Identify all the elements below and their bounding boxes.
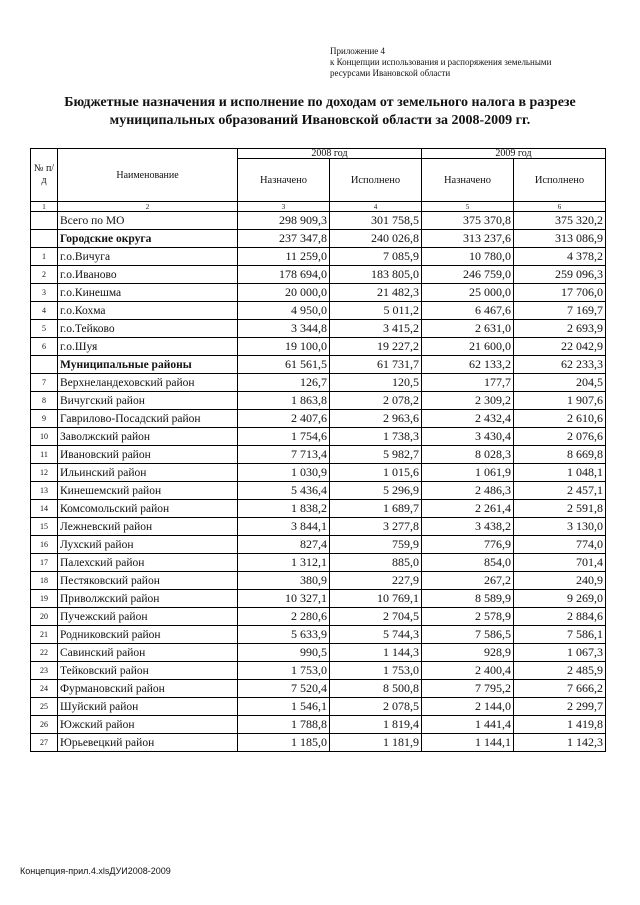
executed-2009: 2 076,6 bbox=[514, 428, 606, 446]
row-name: Гаврилово-Посадский район bbox=[58, 410, 238, 428]
executed-2009: 7 666,2 bbox=[514, 680, 606, 698]
row-name: Юрьевецкий район bbox=[58, 734, 238, 752]
assigned-2008: 1 838,2 bbox=[238, 500, 330, 518]
row-number: 1 bbox=[31, 248, 58, 266]
row-number: 11 bbox=[31, 446, 58, 464]
row-number: 24 bbox=[31, 680, 58, 698]
row-number: 3 bbox=[31, 284, 58, 302]
executed-2009: 1 907,6 bbox=[514, 392, 606, 410]
executed-2008: 227,9 bbox=[330, 572, 422, 590]
table-row bbox=[31, 680, 606, 698]
row-number bbox=[31, 356, 58, 374]
executed-2009: 2 457,1 bbox=[514, 482, 606, 500]
executed-2008: 1 015,6 bbox=[330, 464, 422, 482]
executed-2009: 62 233,3 bbox=[514, 356, 606, 374]
row-number: 14 bbox=[31, 500, 58, 518]
assigned-2009: 1 441,4 bbox=[422, 716, 514, 734]
title-line-1: Бюджетные назначения и исполнение по доходам от земельного налога в разрезе bbox=[64, 95, 576, 110]
header-executed-2009: Исполнено bbox=[514, 159, 606, 202]
row-name: Ильинский район bbox=[58, 464, 238, 482]
assigned-2009: 177,7 bbox=[422, 374, 514, 392]
executed-2008: 5 296,9 bbox=[330, 482, 422, 500]
assigned-2009: 3 438,2 bbox=[422, 518, 514, 536]
assigned-2008: 1 030,9 bbox=[238, 464, 330, 482]
row-number: 20 bbox=[31, 608, 58, 626]
executed-2009: 2 591,8 bbox=[514, 500, 606, 518]
header-name: Наименование bbox=[58, 149, 238, 202]
assigned-2008: 1 754,6 bbox=[238, 428, 330, 446]
executed-2008: 1 181,9 bbox=[330, 734, 422, 752]
row-name: Ивановский район bbox=[58, 446, 238, 464]
assigned-2008: 1 185,0 bbox=[238, 734, 330, 752]
row-number: 7 bbox=[31, 374, 58, 392]
column-number: 1 bbox=[31, 202, 58, 212]
row-name: Лежневский район bbox=[58, 518, 238, 536]
executed-2009: 3 130,0 bbox=[514, 518, 606, 536]
table-row bbox=[31, 716, 606, 734]
executed-2008: 61 731,7 bbox=[330, 356, 422, 374]
executed-2008: 1 819,4 bbox=[330, 716, 422, 734]
row-name: Комсомольский район bbox=[58, 500, 238, 518]
table-row bbox=[31, 626, 606, 644]
executed-2008: 1 753,0 bbox=[330, 662, 422, 680]
table-row bbox=[31, 374, 606, 392]
executed-2009: 7 586,1 bbox=[514, 626, 606, 644]
executed-2009: 375 320,2 bbox=[514, 212, 606, 230]
assigned-2009: 8 589,9 bbox=[422, 590, 514, 608]
executed-2008: 1 738,3 bbox=[330, 428, 422, 446]
executed-2009: 2 610,6 bbox=[514, 410, 606, 428]
table-row bbox=[31, 428, 606, 446]
row-name: Муниципальные районы bbox=[58, 356, 238, 374]
table-row bbox=[31, 608, 606, 626]
executed-2009: 4 378,2 bbox=[514, 248, 606, 266]
assigned-2009: 21 600,0 bbox=[422, 338, 514, 356]
table-row bbox=[31, 734, 606, 752]
row-number: 4 bbox=[31, 302, 58, 320]
column-number: 4 bbox=[330, 202, 422, 212]
assigned-2009: 2 631,0 bbox=[422, 320, 514, 338]
executed-2009: 259 096,3 bbox=[514, 266, 606, 284]
assigned-2008: 1 788,8 bbox=[238, 716, 330, 734]
assigned-2008: 61 561,5 bbox=[238, 356, 330, 374]
header-year-2008: 2008 год bbox=[238, 149, 422, 159]
column-number: 6 bbox=[514, 202, 606, 212]
appendix-line-1: Приложение 4 bbox=[330, 46, 386, 56]
header-year-2009: 2009 год bbox=[422, 149, 606, 159]
executed-2009: 8 669,8 bbox=[514, 446, 606, 464]
executed-2009: 1 067,3 bbox=[514, 644, 606, 662]
row-name: Приволжский район bbox=[58, 590, 238, 608]
executed-2008: 759,9 bbox=[330, 536, 422, 554]
table-row bbox=[31, 590, 606, 608]
assigned-2009: 267,2 bbox=[422, 572, 514, 590]
table-row bbox=[31, 320, 606, 338]
row-number: 12 bbox=[31, 464, 58, 482]
budget-table bbox=[30, 148, 606, 752]
footer-filename: Концепция-прил.4.xlsДУИ2008-2009 bbox=[20, 866, 171, 876]
table-row bbox=[31, 644, 606, 662]
row-name: г.о.Иваново bbox=[58, 266, 238, 284]
assigned-2008: 3 844,1 bbox=[238, 518, 330, 536]
executed-2008: 2 963,6 bbox=[330, 410, 422, 428]
row-number: 26 bbox=[31, 716, 58, 734]
row-number bbox=[31, 212, 58, 230]
row-name: г.о.Тейково bbox=[58, 320, 238, 338]
row-name: г.о.Вичуга bbox=[58, 248, 238, 266]
row-name: г.о.Кинешма bbox=[58, 284, 238, 302]
assigned-2009: 2 578,9 bbox=[422, 608, 514, 626]
table-row bbox=[31, 500, 606, 518]
assigned-2009: 10 780,0 bbox=[422, 248, 514, 266]
column-number: 5 bbox=[422, 202, 514, 212]
assigned-2008: 11 259,0 bbox=[238, 248, 330, 266]
executed-2008: 240 026,8 bbox=[330, 230, 422, 248]
executed-2008: 885,0 bbox=[330, 554, 422, 572]
column-number: 3 bbox=[238, 202, 330, 212]
row-number: 16 bbox=[31, 536, 58, 554]
header-assigned-2009: Назначено bbox=[422, 159, 514, 202]
executed-2008: 301 758,5 bbox=[330, 212, 422, 230]
executed-2008: 19 227,2 bbox=[330, 338, 422, 356]
executed-2008: 2 078,5 bbox=[330, 698, 422, 716]
row-number bbox=[31, 230, 58, 248]
table-row bbox=[31, 554, 606, 572]
assigned-2009: 313 237,6 bbox=[422, 230, 514, 248]
row-number: 17 bbox=[31, 554, 58, 572]
appendix-line-2: к Концепции использования и распоряжения земельными bbox=[330, 57, 552, 67]
row-name: Тейковский район bbox=[58, 662, 238, 680]
row-number: 13 bbox=[31, 482, 58, 500]
assigned-2009: 8 028,3 bbox=[422, 446, 514, 464]
assigned-2009: 62 133,2 bbox=[422, 356, 514, 374]
assigned-2009: 854,0 bbox=[422, 554, 514, 572]
row-name: Фурмановский район bbox=[58, 680, 238, 698]
row-name: Родниковский район bbox=[58, 626, 238, 644]
table-row bbox=[31, 464, 606, 482]
row-name: Всего по МО bbox=[58, 212, 238, 230]
table-row bbox=[31, 446, 606, 464]
assigned-2009: 7 795,2 bbox=[422, 680, 514, 698]
row-number: 27 bbox=[31, 734, 58, 752]
assigned-2008: 1 312,1 bbox=[238, 554, 330, 572]
row-number: 6 bbox=[31, 338, 58, 356]
table-row bbox=[31, 698, 606, 716]
row-number: 18 bbox=[31, 572, 58, 590]
assigned-2008: 5 633,9 bbox=[238, 626, 330, 644]
row-number: 9 bbox=[31, 410, 58, 428]
assigned-2008: 126,7 bbox=[238, 374, 330, 392]
row-number: 19 bbox=[31, 590, 58, 608]
row-number: 5 bbox=[31, 320, 58, 338]
assigned-2008: 827,4 bbox=[238, 536, 330, 554]
assigned-2009: 2 486,3 bbox=[422, 482, 514, 500]
assigned-2009: 3 430,4 bbox=[422, 428, 514, 446]
executed-2008: 120,5 bbox=[330, 374, 422, 392]
assigned-2008: 7 520,4 bbox=[238, 680, 330, 698]
assigned-2008: 2 280,6 bbox=[238, 608, 330, 626]
executed-2009: 2 485,9 bbox=[514, 662, 606, 680]
assigned-2009: 776,9 bbox=[422, 536, 514, 554]
assigned-2008: 19 100,0 bbox=[238, 338, 330, 356]
assigned-2008: 1 863,8 bbox=[238, 392, 330, 410]
row-name: Кинешемский район bbox=[58, 482, 238, 500]
row-name: Вичугский район bbox=[58, 392, 238, 410]
assigned-2009: 2 261,4 bbox=[422, 500, 514, 518]
table-row bbox=[31, 356, 606, 374]
assigned-2009: 375 370,8 bbox=[422, 212, 514, 230]
assigned-2009: 2 144,0 bbox=[422, 698, 514, 716]
executed-2009: 22 042,9 bbox=[514, 338, 606, 356]
row-name: г.о.Кохма bbox=[58, 302, 238, 320]
appendix-note bbox=[330, 46, 610, 79]
assigned-2008: 20 000,0 bbox=[238, 284, 330, 302]
assigned-2008: 2 407,6 bbox=[238, 410, 330, 428]
executed-2008: 5 011,2 bbox=[330, 302, 422, 320]
table-row bbox=[31, 518, 606, 536]
executed-2008: 8 500,8 bbox=[330, 680, 422, 698]
executed-2009: 1 048,1 bbox=[514, 464, 606, 482]
executed-2008: 183 805,0 bbox=[330, 266, 422, 284]
row-name: Заволжский район bbox=[58, 428, 238, 446]
row-name: Лухский район bbox=[58, 536, 238, 554]
executed-2008: 1 144,3 bbox=[330, 644, 422, 662]
row-number: 21 bbox=[31, 626, 58, 644]
row-number: 10 bbox=[31, 428, 58, 446]
assigned-2009: 2 309,2 bbox=[422, 392, 514, 410]
table-row bbox=[31, 410, 606, 428]
executed-2009: 17 706,0 bbox=[514, 284, 606, 302]
table-row bbox=[31, 572, 606, 590]
row-name: Палехский район bbox=[58, 554, 238, 572]
row-name: г.о.Шуя bbox=[58, 338, 238, 356]
table-row bbox=[31, 392, 606, 410]
table-row bbox=[31, 662, 606, 680]
executed-2008: 3 277,8 bbox=[330, 518, 422, 536]
document-title bbox=[20, 94, 620, 130]
table-row bbox=[31, 230, 606, 248]
assigned-2009: 6 467,6 bbox=[422, 302, 514, 320]
table-row bbox=[31, 482, 606, 500]
table-row bbox=[31, 338, 606, 356]
table-row bbox=[31, 266, 606, 284]
assigned-2009: 1 061,9 bbox=[422, 464, 514, 482]
executed-2009: 240,9 bbox=[514, 572, 606, 590]
row-name: Савинский район bbox=[58, 644, 238, 662]
executed-2009: 7 169,7 bbox=[514, 302, 606, 320]
row-name: Пестяковский район bbox=[58, 572, 238, 590]
executed-2008: 10 769,1 bbox=[330, 590, 422, 608]
assigned-2008: 178 694,0 bbox=[238, 266, 330, 284]
executed-2008: 5 982,7 bbox=[330, 446, 422, 464]
column-number-row bbox=[31, 202, 606, 212]
table-row bbox=[31, 248, 606, 266]
executed-2009: 204,5 bbox=[514, 374, 606, 392]
row-number: 23 bbox=[31, 662, 58, 680]
assigned-2009: 246 759,0 bbox=[422, 266, 514, 284]
executed-2009: 2 884,6 bbox=[514, 608, 606, 626]
assigned-2009: 928,9 bbox=[422, 644, 514, 662]
row-number: 2 bbox=[31, 266, 58, 284]
executed-2009: 1 419,8 bbox=[514, 716, 606, 734]
assigned-2008: 1 546,1 bbox=[238, 698, 330, 716]
assigned-2008: 298 909,3 bbox=[238, 212, 330, 230]
assigned-2008: 237 347,8 bbox=[238, 230, 330, 248]
assigned-2008: 5 436,4 bbox=[238, 482, 330, 500]
assigned-2009: 7 586,5 bbox=[422, 626, 514, 644]
table-body bbox=[31, 212, 606, 752]
assigned-2008: 7 713,4 bbox=[238, 446, 330, 464]
table-row bbox=[31, 212, 606, 230]
executed-2009: 2 299,7 bbox=[514, 698, 606, 716]
row-name: Верхнеландеховский район bbox=[58, 374, 238, 392]
table-row bbox=[31, 302, 606, 320]
row-number: 8 bbox=[31, 392, 58, 410]
executed-2009: 2 693,9 bbox=[514, 320, 606, 338]
executed-2008: 21 482,3 bbox=[330, 284, 422, 302]
executed-2009: 313 086,9 bbox=[514, 230, 606, 248]
assigned-2008: 380,9 bbox=[238, 572, 330, 590]
assigned-2008: 990,5 bbox=[238, 644, 330, 662]
executed-2009: 701,4 bbox=[514, 554, 606, 572]
executed-2009: 9 269,0 bbox=[514, 590, 606, 608]
assigned-2008: 1 753,0 bbox=[238, 662, 330, 680]
row-number: 25 bbox=[31, 698, 58, 716]
assigned-2009: 2 432,4 bbox=[422, 410, 514, 428]
row-number: 15 bbox=[31, 518, 58, 536]
executed-2008: 1 689,7 bbox=[330, 500, 422, 518]
executed-2008: 2 078,2 bbox=[330, 392, 422, 410]
row-name: Шуйский район bbox=[58, 698, 238, 716]
executed-2009: 774,0 bbox=[514, 536, 606, 554]
row-name: Южский район bbox=[58, 716, 238, 734]
table-row bbox=[31, 536, 606, 554]
header-executed-2008: Исполнено bbox=[330, 159, 422, 202]
row-name: Городские округа bbox=[58, 230, 238, 248]
assigned-2009: 25 000,0 bbox=[422, 284, 514, 302]
executed-2008: 5 744,3 bbox=[330, 626, 422, 644]
table-row bbox=[31, 284, 606, 302]
assigned-2008: 10 327,1 bbox=[238, 590, 330, 608]
appendix-line-3: ресурсами Ивановской области bbox=[330, 68, 451, 78]
executed-2008: 2 704,5 bbox=[330, 608, 422, 626]
assigned-2008: 4 950,0 bbox=[238, 302, 330, 320]
executed-2008: 3 415,2 bbox=[330, 320, 422, 338]
executed-2008: 7 085,9 bbox=[330, 248, 422, 266]
title-line-2: муниципальных образований Ивановской области за 2008-2009 гг. bbox=[109, 113, 531, 128]
row-name: Пучежский район bbox=[58, 608, 238, 626]
header-num: № п/д bbox=[31, 149, 58, 202]
assigned-2009: 1 144,1 bbox=[422, 734, 514, 752]
assigned-2008: 3 344,8 bbox=[238, 320, 330, 338]
row-number: 22 bbox=[31, 644, 58, 662]
executed-2009: 1 142,3 bbox=[514, 734, 606, 752]
assigned-2009: 2 400,4 bbox=[422, 662, 514, 680]
header-assigned-2008: Назначено bbox=[238, 159, 330, 202]
column-number: 2 bbox=[58, 202, 238, 212]
